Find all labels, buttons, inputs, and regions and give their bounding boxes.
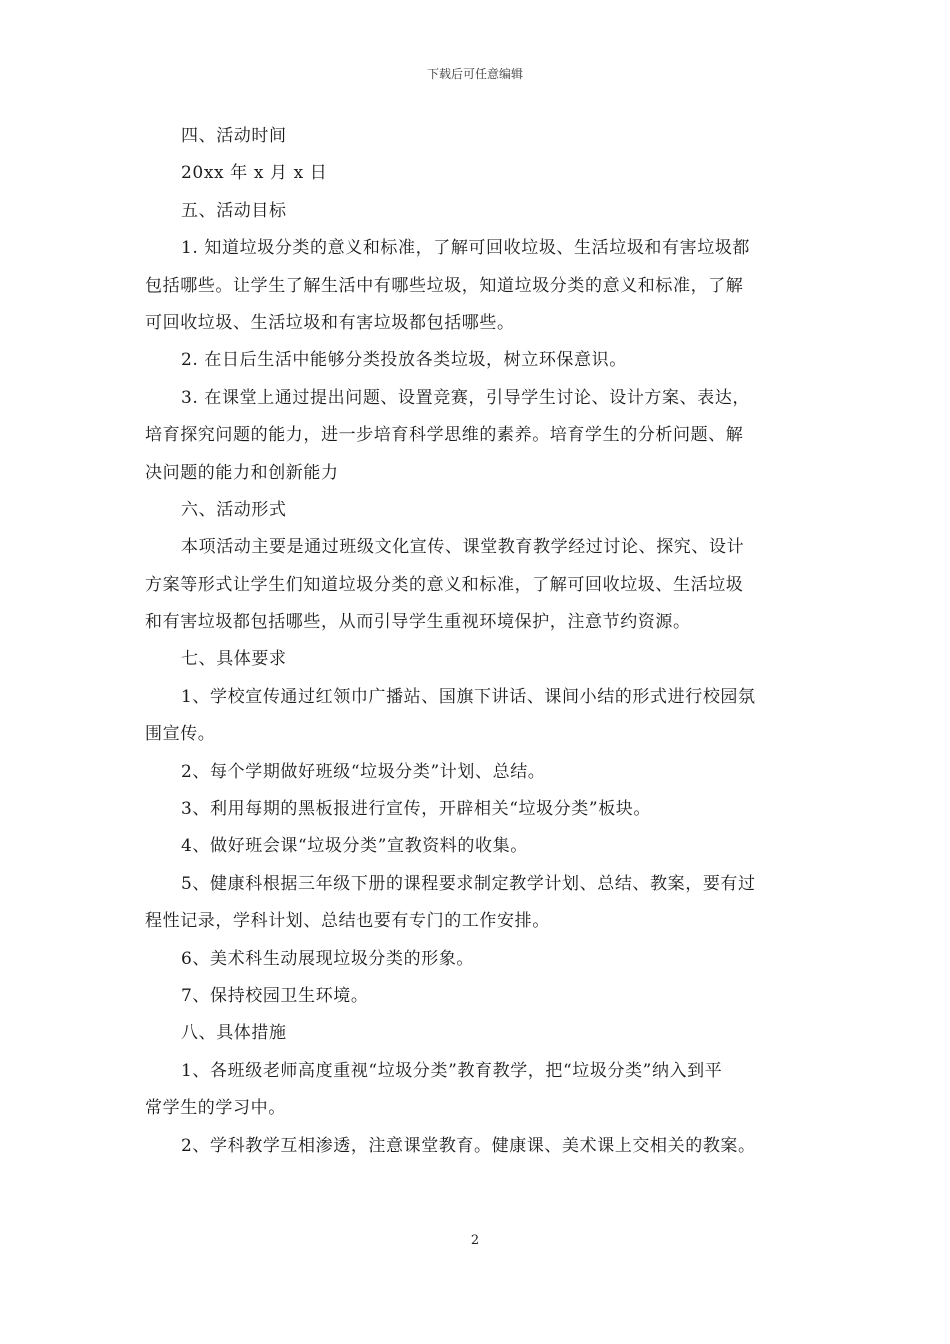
text-line: 4、做好班会课“垃圾分类”宣教资料的收集。	[181, 836, 528, 857]
text-line: 常学生的学习中。	[145, 1098, 286, 1119]
text-line: 3. 在课堂上通过提出问题、设置竞赛，引导学生讨论、设计方案、表达，	[181, 387, 751, 408]
page-number: 2	[470, 1233, 480, 1248]
text-line: 1、各班级老师高度重视“垃圾分类”教育教学，把“垃圾分类”纳入到平	[181, 1060, 723, 1081]
page-header: 下载后可任意编辑	[426, 67, 523, 81]
text-line: 2、学科教学互相渗透，注意课堂教育。健康课、美术课上交相关的教案。	[181, 1135, 756, 1156]
text-line: 6、美术科生动展现垃圾分类的形象。	[181, 948, 475, 969]
text-line: 和有害垃圾都包括哪些，从而引导学生重视环境保护，注意节约资源。	[145, 612, 691, 633]
text-line: 四、活动时间	[181, 126, 287, 146]
text-line: 培育探究问题的能力，进一步培育科学思维的素养。培育学生的分析问题、解	[145, 425, 744, 446]
text-line: 3、利用每期的黑板报进行宣传，开辟相关“垃圾分类”板块。	[181, 799, 651, 820]
text-line: 5、健康科根据三年级下册的课程要求制定教学计划、总结、教案，要有过	[181, 873, 756, 894]
text-line: 包括哪些。让学生了解生活中有哪些垃圾，知道垃圾分类的意义和标准，了解	[145, 275, 744, 296]
text-line: 1. 知道垃圾分类的意义和标准，了解可回收垃圾、生活垃圾和有害垃圾都	[181, 238, 751, 259]
text-line: 六、活动形式	[181, 499, 287, 520]
text-line: 五、活动目标	[181, 200, 287, 221]
text-line: 决问题的能力和创新能力	[145, 462, 339, 483]
text-line: 方案等形式让学生们知道垃圾分类的意义和标准，了解可回收垃圾、生活垃圾	[145, 574, 744, 595]
text-line: 20xx 年 x 月 x 日	[181, 163, 328, 184]
text-line: 程性记录，学科计划、总结也要有专门的工作安排。	[145, 911, 550, 932]
text-line: 本项活动主要是通过班级文化宣传、课堂教育教学经过讨论、探究、设计	[181, 537, 745, 558]
text-line: 1、学校宣传通过红领巾广播站、国旗下讲话、课间小结的形式进行校园氛	[181, 686, 756, 707]
text-line: 可回收垃圾、生活垃圾和有害垃圾都包括哪些。	[145, 312, 515, 333]
text-line: 2、每个学期做好班级“垃圾分类”计划、总结。	[181, 761, 546, 782]
text-line: 2. 在日后生活中能够分类投放各类垃圾，树立环保意识。	[181, 350, 627, 371]
text-line: 八、具体措施	[181, 1023, 287, 1044]
text-line: 围宣传。	[145, 724, 216, 745]
text-line: 七、具体要求	[181, 649, 287, 670]
document-body	[145, 118, 807, 1165]
text-line: 7、保持校园卫生环境。	[181, 985, 369, 1006]
